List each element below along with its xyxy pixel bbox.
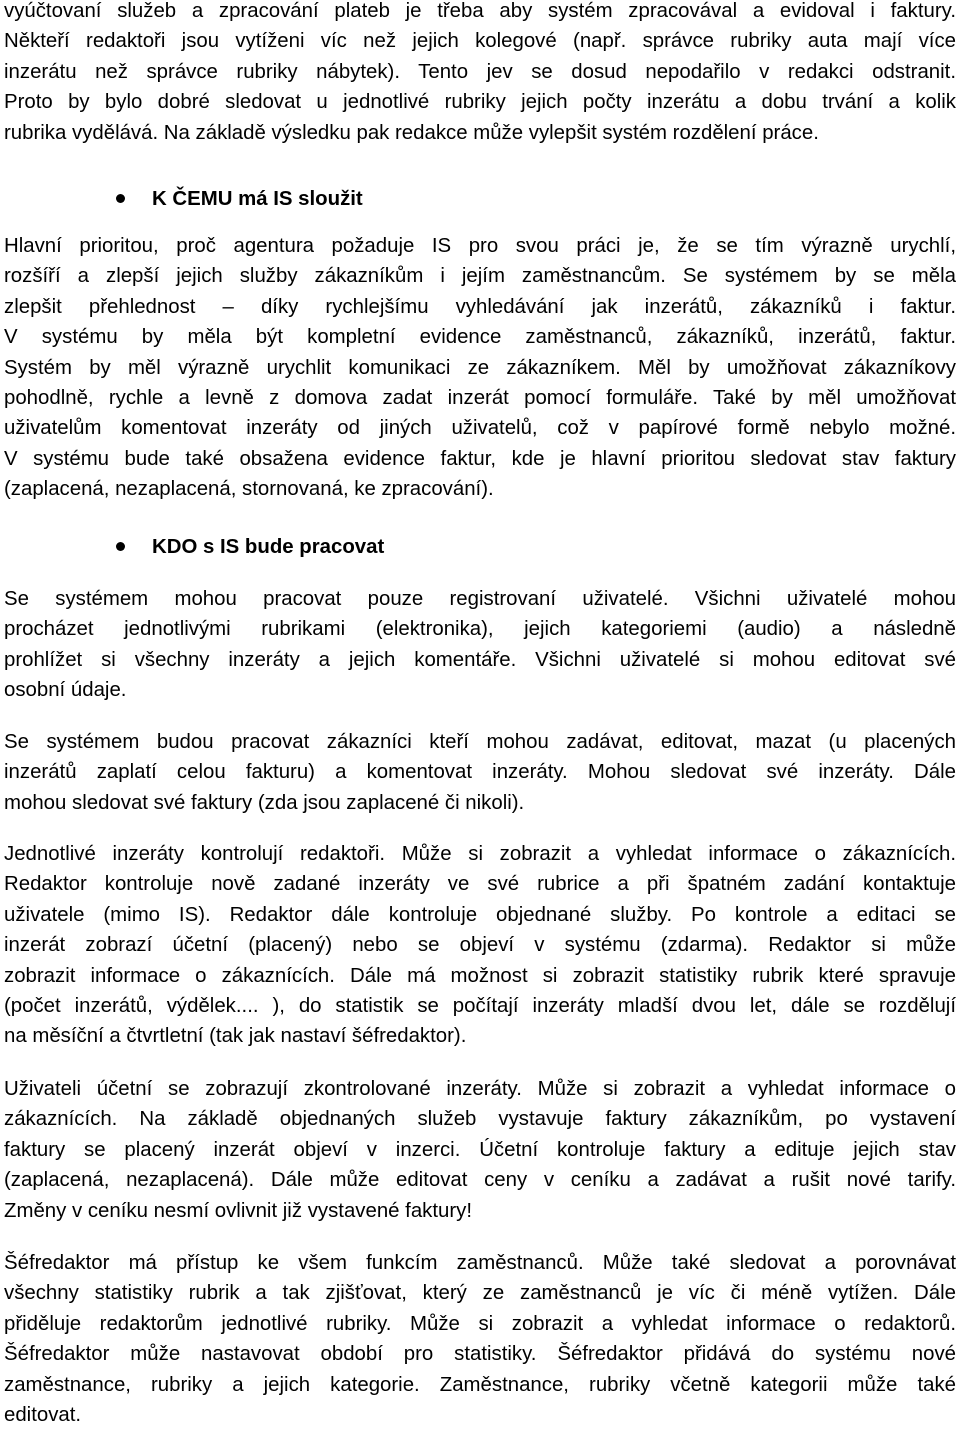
bullet-icon <box>116 194 125 203</box>
text-line: Redaktor kontroluje nově zadané inzeráty ve své rubrice a při špatném zadání kontaktuje <box>4 873 956 896</box>
chief-editor-paragraph <box>4 1248 956 1430</box>
editors-paragraph <box>4 839 956 1052</box>
text-line: faktury se placený inzerát objeví v inzerci. Účetní kontroluje faktury a edituje jejich stav <box>4 1138 956 1161</box>
text-line: procházet jednotlivými rubrikami (elektronika), jejich kategoriemi (audio) a následně <box>4 618 956 641</box>
text-line: V systému bude také obsažena evidence faktur, kde je hlavní prioritou sledovat stav faktury <box>4 447 956 470</box>
text-line: rozšíří a zlepší jejich služby zákazníkům i jejím zaměstnancům. Se systémem by se měla <box>4 265 956 288</box>
text-line: prohlížet si všechny inzeráty a jejich komentáře. Všichni uživatelé si mohou editovat své <box>4 648 956 671</box>
intro-paragraph <box>4 0 956 148</box>
text-line: Proto by bylo dobré sledovat u jednotlivé rubriky jejich počty inzerátu a dobu trvání a kolik <box>4 91 956 114</box>
text-line: zaměstnance, rubriky a jejich kategorie. Zaměstnance, rubriky včetně kategorii může také <box>4 1373 956 1396</box>
users-paragraph <box>4 584 956 706</box>
accountant-paragraph <box>4 1074 956 1226</box>
text-line: mohou sledovat své faktury (zda jsou zaplacené či nikoli). <box>4 791 525 814</box>
text-line: osobní údaje. <box>4 679 127 702</box>
text-line: na měsíční a čtvrtletní (tak jak nastaví šéfredaktor). <box>4 1025 467 1048</box>
text-line: Šéfredaktor může nastavovat období pro statistiky. Šéfredaktor přidává do systému nové <box>4 1343 956 1366</box>
text-line: Uživateli účetní se zobrazují zkontrolované inzeráty. Může si zobrazit a vyhledat informace o <box>4 1078 956 1100</box>
text-line: Hlavní prioritou, proč agentura požaduje IS pro svou práci je, že se tím výrazně urychlí, <box>4 235 956 257</box>
text-line: inzerátu než správce rubriky nábytek). Tento jev se dosud nepodařilo v redakci odstranit. <box>4 60 956 83</box>
purpose-paragraph <box>4 231 956 505</box>
section-heading-purpose <box>4 184 960 214</box>
text-line: uživatelům komentovat inzeráty od jiných uživatelů, což v papírové formě nebylo možné. <box>4 417 956 440</box>
text-line: inzerátů zaplatí celou fakturu) a komentovat inzeráty. Mohou sledovat své inzeráty. Dále <box>4 761 956 784</box>
heading-text: K ČEMU má IS sloužit <box>152 188 363 210</box>
text-line: všechny statistiky rubrik a tak zjišťovat, který ze zaměstnanců je víc či méně vytížen. Dále <box>4 1282 956 1305</box>
text-line: Změny v ceníku nesmí ovlivnit již vystavené faktury! <box>4 1199 473 1222</box>
text-line: zobrazit informace o zákaznících. Dále má možnost si zobrazit statistiky rubrik které spravuje <box>4 964 956 987</box>
text-line: editovat. <box>4 1404 82 1427</box>
text-line: Se systémem budou pracovat zákazníci kteří mohou zadávat, editovat, mazat (u placených <box>4 731 956 753</box>
text-line: (počet inzerátů, výdělek.... ), do statistik se počítají inzeráty mladší dvou let, dále se rozdělují <box>4 995 956 1018</box>
text-line: zákaznících. Na základě objednaných služeb vystavuje faktury zákazníkům, po vystavení <box>4 1108 956 1131</box>
text-line: V systému by měla být kompletní evidence zaměstnanců, zákazníků, inzerátů, faktur. <box>4 326 956 349</box>
text-line: (zaplacená, nezaplacená). Dále může editovat ceny v ceníku a zadávat a rušit nové tarify. <box>4 1169 956 1192</box>
text-line: Systém by měl výrazně urychlit komunikaci ze zákazníkem. Měl by umožňovat zákazníkovy <box>4 356 956 379</box>
section-heading-users <box>4 532 960 562</box>
customers-paragraph <box>4 727 956 818</box>
text-line: inzerát zobrazí účetní (placený) nebo se objeví v systému (zdarma). Redaktor si může <box>4 934 956 957</box>
text-line: Někteří redaktoři jsou vytíženi víc než jejich kolegové (např. správce rubriky auta mají více <box>4 30 956 53</box>
text-line: rubrika vydělává. Na základě výsledku pak redakce může vylepšit systém rozdělení práce. <box>4 121 819 144</box>
text-line: Se systémem mohou pracovat pouze registrovaní uživatelé. Všichni uživatelé mohou <box>4 588 956 610</box>
text-line: (zaplacená, nezaplacená, stornovaná, ke zpracování). <box>4 478 494 501</box>
text-line: zlepšit přehlednost – díky rychlejšímu vyhledávání jak inzerátů, zákazníků i faktur. <box>4 295 956 318</box>
text-line: přiděluje redaktorům jednotlivé rubriky. Může si zobrazit a vyhledat informace o redaktorů. <box>4 1312 956 1335</box>
text-line: Jednotlivé inzeráty kontrolují redaktoři. Může si zobrazit a vyhledat informace o zákaznících. <box>4 843 956 865</box>
text-line: vyúčtovaní služeb a zpracování plateb je třeba aby systém zpracovával a evidoval i faktury. <box>4 0 956 22</box>
heading-text: KDO s IS bude pracovat <box>152 536 385 558</box>
text-line: Šéfredaktor má přístup ke všem funkcím zaměstnanců. Může také sledovat a porovnávat <box>4 1252 956 1274</box>
text-line: uživatele (mimo IS). Redaktor dále kontroluje objednané služby. Po kontrole a editaci se <box>4 903 956 926</box>
text-line: pohodlně, rychle a levně z domova zadat inzerát pomocí formuláře. Také by měl umožňovat <box>4 387 956 410</box>
bullet-icon <box>116 542 125 551</box>
